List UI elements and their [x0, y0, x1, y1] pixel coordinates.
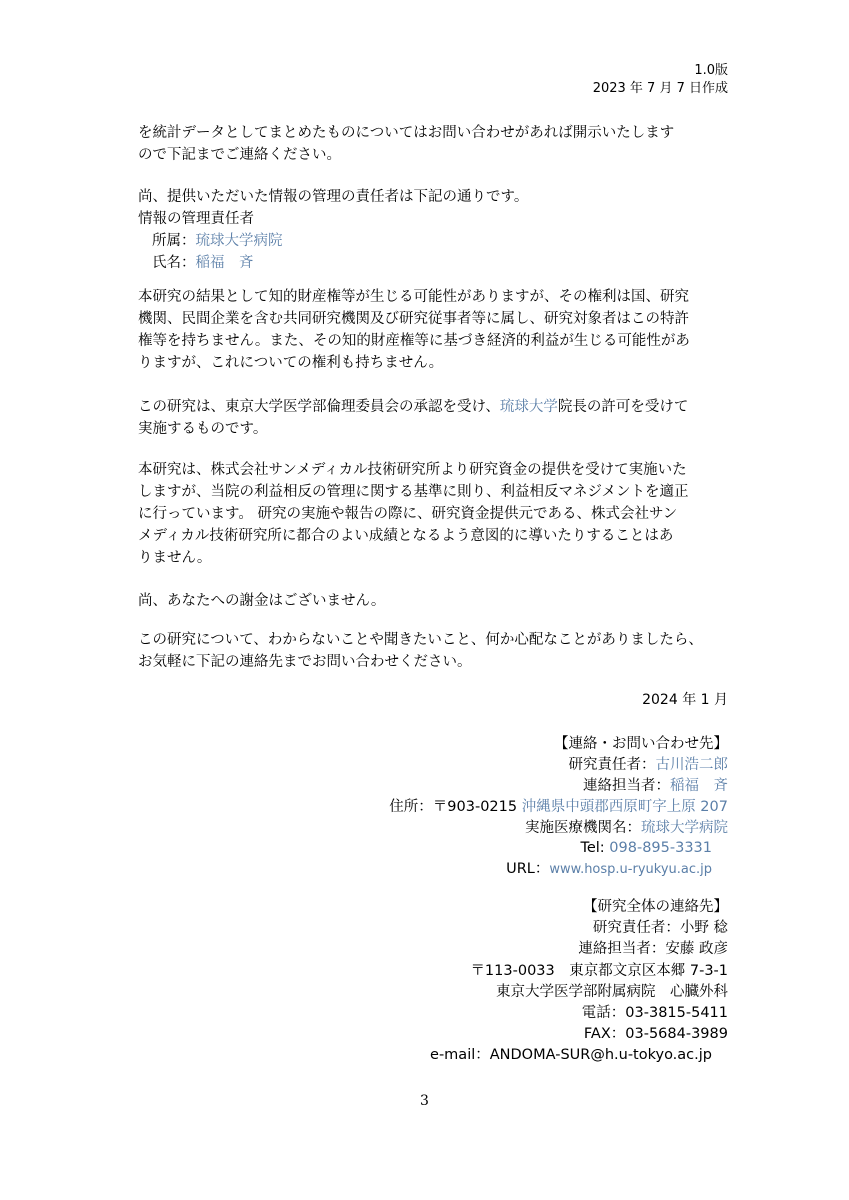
overall-contact-heading: 【研究全体の連絡先】 — [583, 899, 728, 915]
overall-department: 東京大学医学部附属病院 心臓外科 — [496, 984, 728, 1000]
contact-intro-paragraph — [138, 629, 738, 673]
overall-email[interactable]: e-mail：ANDOMA-SUR@h.u-tokyo.ac.jp — [430, 1047, 712, 1063]
funding-line: しますが、当院の利益相反の管理に関する基準に則り、利益相反マネジメントを適正 — [138, 484, 689, 500]
manager-section — [138, 186, 738, 274]
local-pi-value: 古川浩二郎 — [655, 757, 728, 773]
local-url-label: URL： — [506, 861, 550, 877]
ethics-text: この研究は、東京大学医学部倫理委員会の承認を受け、 — [138, 399, 500, 415]
created-date: 2023 年 7 月 7 日作成 — [592, 81, 728, 96]
ip-paragraph — [138, 286, 738, 374]
contact-intro-line: この研究について、わからないことや聞きたいこと、何か心配なことがありましたら、 — [138, 632, 703, 648]
manager-title: 情報の管理責任者 — [138, 211, 254, 227]
ip-line: 権等を持ちません。また、その知的財産権等に基づき経済的利益が生じる可能性があ — [138, 333, 690, 349]
local-institution-label: 実施医療機関名： — [525, 820, 641, 836]
ip-line: 機関、民間企業を含む共同研究機関及び研究従事者等に属し、研究対象者はこの特許 — [138, 311, 689, 327]
affiliation-value: 琉球大学病院 — [195, 233, 283, 249]
intro-line: を統計データとしてまとめたものについてはお問い合わせがあれば開示いたします — [138, 125, 675, 141]
reward-paragraph: 尚、あなたへの謝金はございません。 — [138, 593, 386, 609]
local-contact-person — [583, 776, 728, 796]
local-address — [389, 797, 728, 817]
local-address-value: 沖縄県中頭郡西原町字上原 207 — [521, 799, 728, 815]
affiliation-label: 所属： — [152, 233, 196, 249]
local-url-link[interactable]: www.hosp.u-ryukyu.ac.jp — [549, 862, 712, 877]
local-pi-label: 研究責任者： — [568, 757, 656, 773]
manager-name — [138, 252, 738, 274]
local-url — [506, 859, 712, 880]
overall-contact-person: 連絡担当者：安藤 政彦 — [578, 941, 728, 957]
intro-paragraph — [138, 122, 738, 166]
ip-line: 本研究の結果として知的財産権等が生じる可能性がありますが、その権利は国、研究 — [138, 289, 689, 305]
page-number: 3 — [420, 1093, 429, 1109]
ip-line: りますが、これについての権利も持ちません。 — [138, 355, 444, 371]
local-contact-label: 連絡担当者： — [583, 778, 670, 794]
ethics-line — [138, 396, 738, 418]
overall-pi: 研究責任者：小野 稔 — [592, 920, 728, 936]
local-institution-value: 琉球大学病院 — [641, 820, 728, 836]
funding-line: メディカル技術研究所に都合のよい成績となるよう意図的に導いたりすることはあ — [138, 528, 674, 544]
funding-line: に行っています。 研究の実施や報告の際に、研究資金提供元である、株式会社サン — [138, 506, 678, 522]
local-contact-value: 稲福 斉 — [670, 778, 728, 794]
contact-intro-line: お気軽に下記の連絡先までお問い合わせください。 — [138, 654, 472, 670]
overall-address: 〒113-0033 東京都文京区本郷 7-3-1 — [470, 963, 728, 979]
name-label: 氏名： — [152, 255, 196, 271]
document-date: 2024 年 1 月 — [642, 692, 728, 708]
version-label: 1.0版 — [694, 63, 728, 78]
overall-fax: FAX：03-5684-3989 — [583, 1026, 728, 1042]
local-contact-heading: 【連絡・お問い合わせ先】 — [554, 736, 728, 752]
ethics-line: 実施するものです。 — [138, 421, 268, 437]
funding-paragraph — [138, 459, 738, 569]
local-institution — [525, 818, 728, 838]
manager-line: 尚、提供いただいた情報の管理の責任者は下記の通りです。 — [138, 189, 529, 205]
local-tel — [580, 838, 712, 858]
funding-line: 本研究は、株式会社サンメディカル技術研究所より研究資金の提供を受けて実施いた — [138, 462, 687, 478]
ethics-text: 院長の許可を受けて — [557, 399, 689, 415]
ethics-paragraph — [138, 396, 738, 440]
local-pi — [569, 755, 729, 775]
funding-line: りません。 — [138, 550, 212, 566]
ethics-hospital: 琉球大学 — [499, 399, 558, 415]
overall-phone: 電話：03-3815-5411 — [581, 1005, 728, 1021]
manager-affiliation — [138, 230, 738, 252]
intro-line: ので下記までご連絡ください。 — [138, 147, 341, 163]
local-tel-value[interactable]: 098-895-3331 — [609, 840, 712, 856]
name-value: 稲福 斉 — [195, 255, 254, 271]
local-tel-label: Tel: — [580, 840, 610, 856]
local-address-label: 住所：〒903-0215 — [389, 799, 522, 815]
